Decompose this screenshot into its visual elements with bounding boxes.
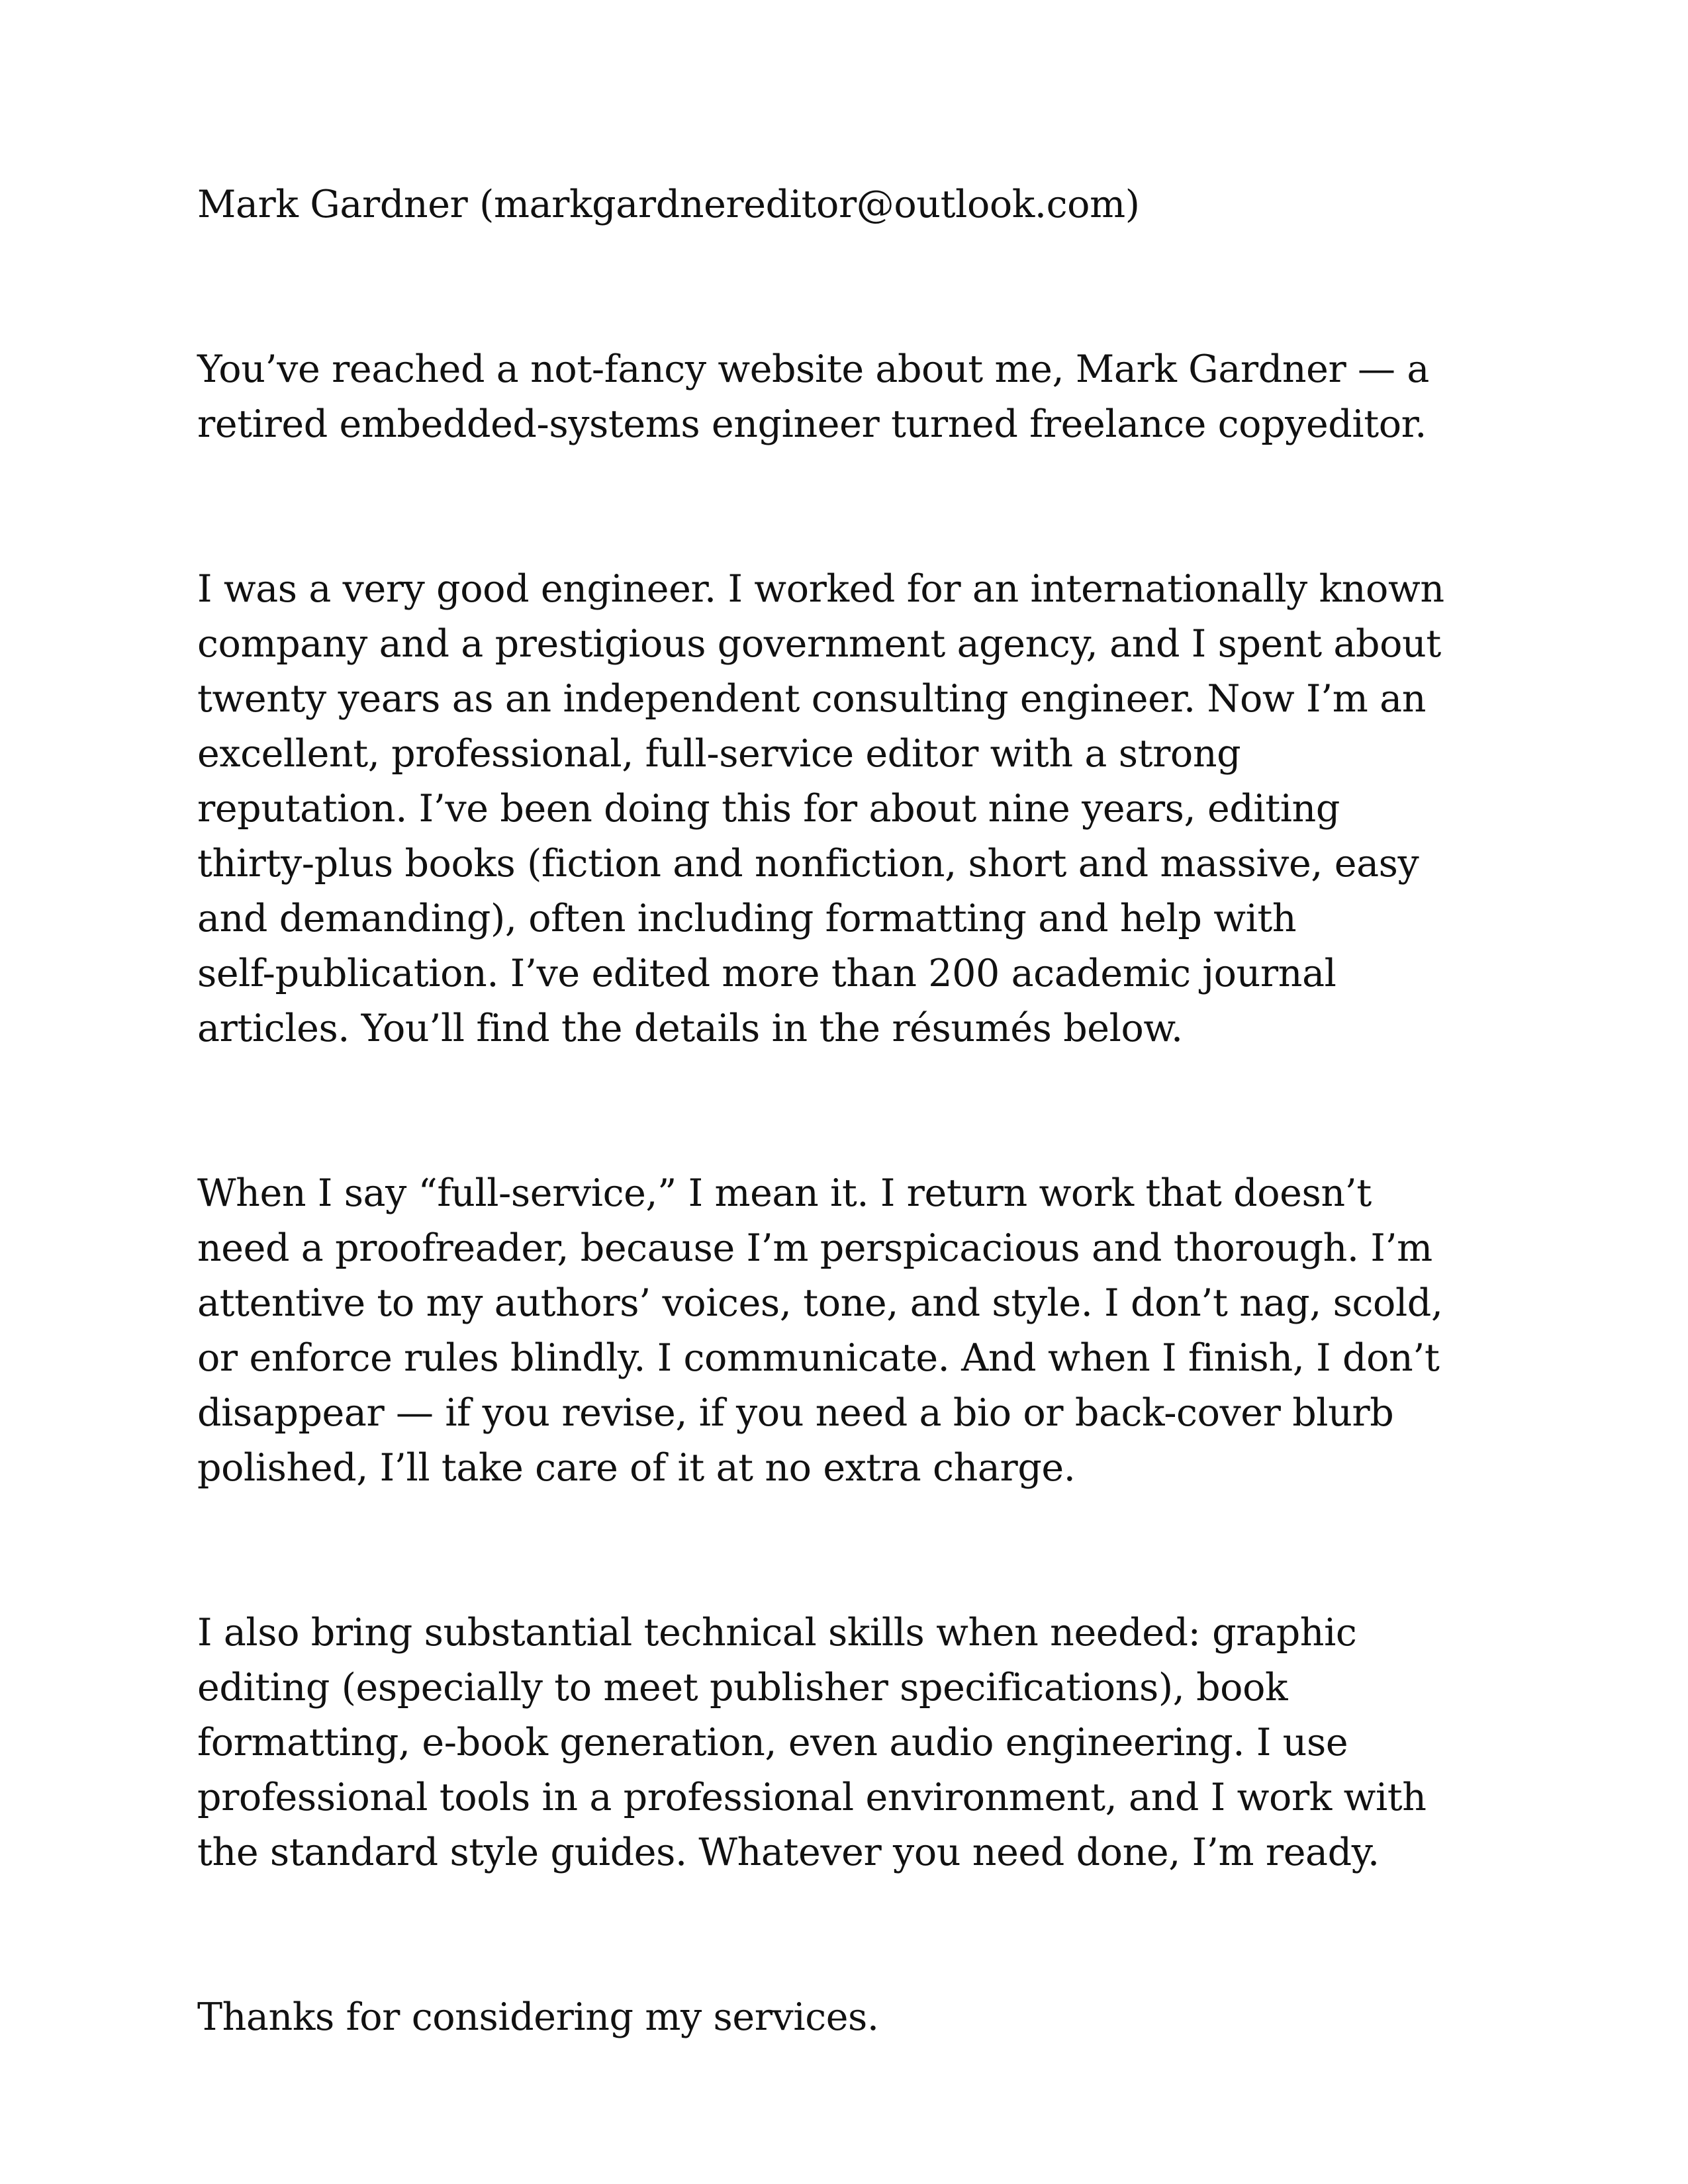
text-line: I also bring substantial technical skills when needed: graphic: [197, 1611, 1357, 1655]
text-line: editing (especially to meet publisher specifications), book: [197, 1666, 1288, 1709]
paragraph-background: [197, 562, 1521, 1056]
text-line: the standard style guides. Whatever you need done, I’m ready.: [197, 1831, 1380, 1874]
text-line: I was a very good engineer. I worked for an internationally known: [197, 567, 1444, 611]
text-line: excellent, professional, full-service editor with a strong: [197, 732, 1241, 776]
text-line: Thanks for considering my services.: [197, 1995, 879, 2039]
text-line: thirty-plus books (fiction and nonfiction, short and massive, easy: [197, 842, 1419, 886]
text-line: retired embedded-systems engineer turned freelance copyeditor.: [197, 402, 1427, 446]
text-line: professional tools in a professional environment, and I work with: [197, 1776, 1427, 1819]
text-line: or enforce rules blindly. I communicate. And when I finish, I don’t: [197, 1336, 1440, 1380]
paragraph-closing: [197, 1990, 1521, 2045]
text-line: need a proofreader, because I’m perspicacious and thorough. I’m: [197, 1226, 1432, 1270]
text-line: and demanding), often including formatting and help with: [197, 897, 1297, 940]
text-line: attentive to my authors’ voices, tone, and style. I don’t nag, scold,: [197, 1281, 1443, 1325]
text-line: disappear — if you revise, if you need a bio or back-cover blurb: [197, 1391, 1394, 1435]
paragraph-technical-skills: [197, 1606, 1521, 1880]
text-line: polished, I’ll take care of it at no extra charge.: [197, 1446, 1076, 1490]
paragraph-intro: [197, 342, 1521, 452]
text-line: twenty years as an independent consulting engineer. Now I’m an: [197, 677, 1427, 721]
text-line: company and a prestigious government agency, and I spent about: [197, 622, 1441, 666]
text-line: articles. You’ll find the details in the résumés below.: [197, 1007, 1183, 1050]
paragraph-full-service: [197, 1166, 1521, 1496]
text-line: self-publication. I’ve edited more than 200 academic journal: [197, 952, 1336, 995]
contact-header: [197, 177, 1521, 232]
text-line: When I say “full-service,” I mean it. I return work that doesn’t: [197, 1171, 1372, 1215]
text-line: reputation. I’ve been doing this for about nine years, editing: [197, 787, 1340, 831]
header-line: Mark Gardner (markgardnereditor@outlook.com): [197, 183, 1140, 226]
text-line: You’ve reached a not-fancy website about me, Mark Gardner — a: [197, 347, 1429, 391]
text-line: formatting, e-book generation, even audio engineering. I use: [197, 1721, 1348, 1764]
document-page: [197, 177, 1521, 2045]
